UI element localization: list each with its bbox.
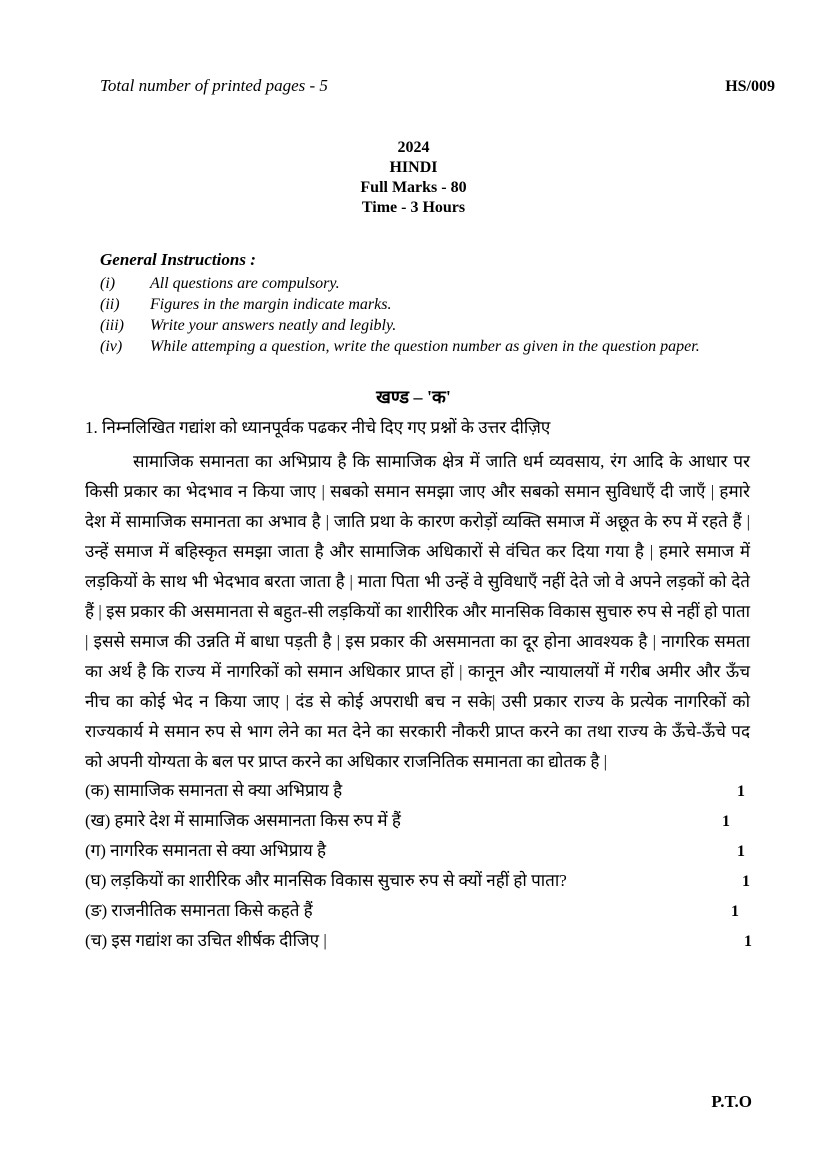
instruction-item: [100, 294, 775, 315]
section-heading: खण्ड – 'क': [376, 387, 451, 407]
question-1-passage: सामाजिक समानता का अभिप्राय है कि सामाजिक क्षेत्र में जाति धर्म व्यवसाय, रंग आदि के आधार पर किसी प्रकार का भेदभाव न किया जाए | सबको समान समझा जाए और सबको समान सुविधाएँ दी जाएँ | हमारे देश में सामाजिक समानता का अभाव है | जाति प्रथा के कारण करोड़ों व्यक्ति समाज में अछूत के रुप में रहते हैं | उन्हें समाज में बहिस्कृत समझा जाता है और सामाजिक अधिकारों से वंचित कर दिया गया है | हमारे समाज में लड़कियों के साथ भी भेदभाव बरता जाता है | माता पिता भी उन्हें वे सुविधाएँ नहीं देते जो वे अपने लड़कों को देते हैं | इस प्रकार की असमानता से बहुत-सी लड़कियों का शारीरिक और मानसिक विकास सुचारु रुप से नहीं हो पाता | इससे समाज की उन्नति में बाधा पड़ती है | इस प्रकार की असमानता का दूर होना आवश्यक है | नागरिक समता का अर्थ है कि राज्य में नागरिकों को समान अधिकार प्राप्त हों | कानून और न्यायालयों में गरीब अमीर और ऊँच नीच का कोई भेद न किया जाए | दंड से कोई अपराधी बच न सके| उसी प्रकार राज्य के प्रत्येक नागरिकों को राज्यकार्य मे समान रुप से भाग लेने का मत देने का सरकारी नौकरी प्राप्त करने का तथा राज्य के ऊँचे-ऊँचे पद को अपनी योग्यता के बल पर प्राप्त करने का अधिकार राजनितिक समानता का द्योतक है |: [85, 452, 750, 771]
question-number: 1.: [85, 418, 98, 437]
instruction-number: (iii): [100, 317, 124, 334]
instruction-number: (ii): [100, 296, 120, 313]
sub-question-label: (ख): [85, 811, 111, 830]
sub-question-body: राजनीतिक समानता किसे कहते हैं: [111, 901, 313, 920]
instruction-number: (i): [100, 275, 116, 292]
exam-subject: HINDI: [389, 159, 438, 176]
instruction-item: [100, 273, 775, 294]
instruction-text: Write your answers neatly and legibly.: [150, 317, 397, 334]
sub-question-text: [85, 808, 401, 831]
instruction-text: While attemping a question, write the question number as given in the question paper.: [150, 338, 700, 355]
full-marks: Full Marks - 80: [360, 179, 467, 196]
instruction-number: (iv): [100, 338, 123, 355]
instruction-item: [100, 336, 775, 357]
marks-value: 1: [737, 783, 745, 800]
question-1-heading: [85, 415, 750, 438]
sub-question-text: [85, 868, 567, 891]
sub-question-body: इस गद्यांश का उचित शीर्षक दीजिए |: [111, 931, 327, 950]
sub-question-body: हमारे देश में सामाजिक असमानता किस रुप में हैं: [114, 811, 401, 830]
exam-year: 2024: [397, 139, 430, 156]
marks-value: 1: [742, 873, 750, 890]
marks-value: 1: [744, 933, 752, 950]
sub-question-label: (क): [85, 781, 110, 800]
sub-question-text: [85, 778, 342, 801]
sub-question-row: [85, 838, 752, 868]
instruction-text: All questions are compulsory.: [150, 275, 340, 292]
sub-question-text: [85, 898, 313, 921]
sub-question-text: [85, 928, 327, 951]
sub-question-list: [85, 778, 752, 958]
instruction-text: Figures in the margin indicate marks.: [150, 296, 392, 313]
sub-question-label: (च): [85, 931, 108, 950]
paper-code: HS/009: [725, 78, 775, 95]
sub-question-row: [85, 808, 752, 838]
instruction-item: [100, 315, 775, 336]
sub-question-row: [85, 928, 752, 958]
general-instructions: [100, 250, 775, 357]
printed-pages-note: Total number of printed pages - 5: [100, 76, 328, 95]
page-turn-over-note: P.T.O: [711, 1092, 752, 1111]
marks-value: 1: [737, 843, 745, 860]
sub-question-row: [85, 778, 752, 808]
exam-time: Time - 3 Hours: [361, 199, 466, 216]
instructions-heading: General Instructions :: [100, 250, 256, 269]
sub-question-label: (ङ): [85, 901, 108, 920]
marks-value: 1: [722, 813, 730, 830]
page-header: [100, 76, 775, 96]
marks-value: 1: [731, 903, 739, 920]
sub-question-text: [85, 838, 326, 861]
sub-question-row: [85, 868, 752, 898]
sub-question-row: [85, 898, 752, 928]
title-block: [0, 138, 827, 218]
question-text: निम्नलिखित गद्यांश को ध्यानपूर्वक पढकर नीचे दिए गए प्रश्नों के उत्तर दीज़िए: [102, 418, 551, 437]
sub-question-label: (घ): [85, 871, 107, 890]
sub-question-label: (ग): [85, 841, 106, 860]
sub-question-body: नागरिक समानता से क्या अभिप्राय है: [110, 841, 326, 860]
sub-question-body: सामाजिक समानता से क्या अभिप्राय है: [113, 781, 343, 800]
sub-question-body: लड़कियों का शारीरिक और मानसिक विकास सुचारु रुप से क्यों नहीं हो पाता?: [110, 871, 567, 890]
